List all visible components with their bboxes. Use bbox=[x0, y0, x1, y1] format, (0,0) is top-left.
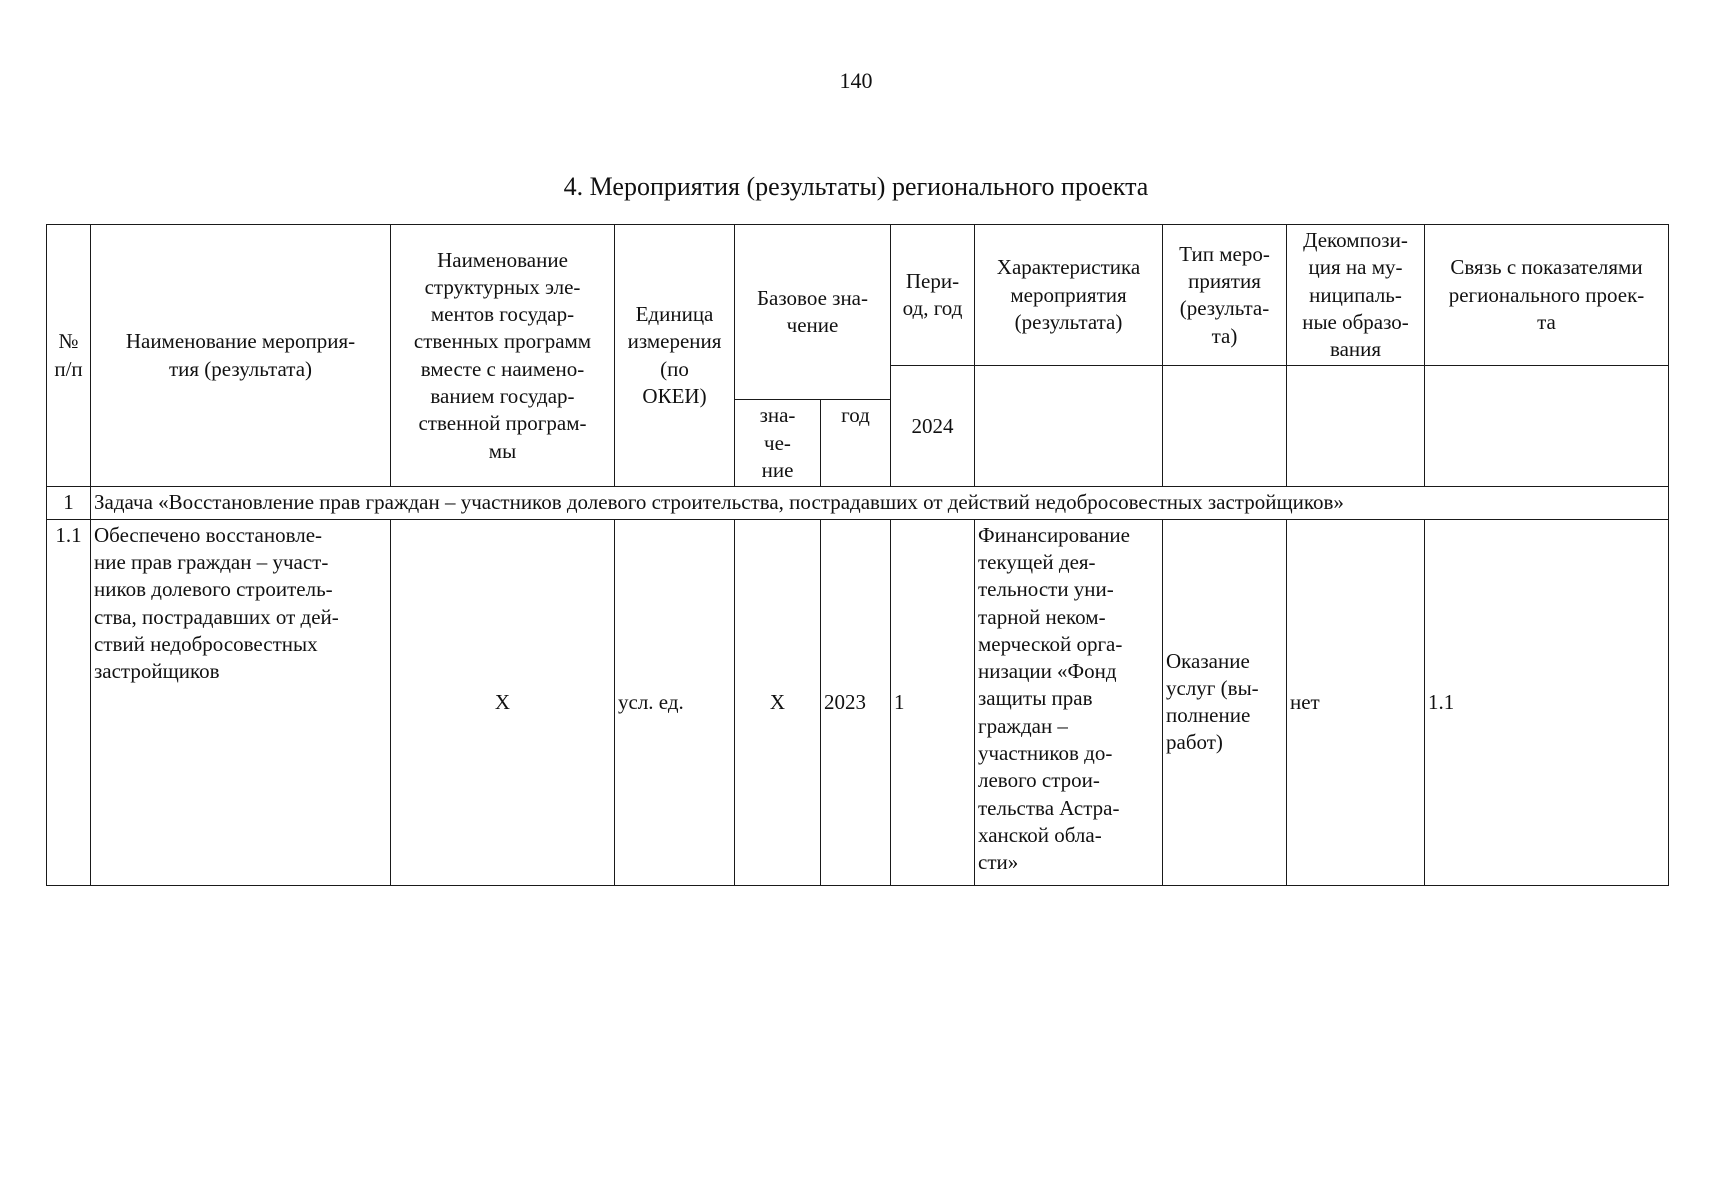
section-title: 4. Мероприятия (результаты) регионального проекта bbox=[563, 172, 1149, 201]
header-characteristic-empty bbox=[975, 366, 1163, 487]
header-period-year: 2024 bbox=[891, 366, 975, 487]
header-type-empty bbox=[1163, 366, 1287, 487]
row-unit: усл. ед. bbox=[615, 519, 735, 885]
row-decomposition: нет bbox=[1287, 519, 1425, 885]
page-number: 140 bbox=[839, 68, 873, 93]
header-decomposition: Декомпози- ция на му- ниципаль- ные образо- вания bbox=[1287, 225, 1425, 366]
header-decomposition-empty bbox=[1287, 366, 1425, 487]
header-unit: Единица измерения (по ОКЕИ) bbox=[615, 225, 735, 487]
row-period-value: 1 bbox=[891, 519, 975, 885]
task-text: Задача «Восстановление прав граждан – участников долевого строительства, пострадавших от действий недобросовестных застройщиков» bbox=[91, 487, 1669, 519]
row-link-indicators: 1.1 bbox=[1425, 519, 1669, 885]
row-base-value: X bbox=[735, 519, 821, 885]
header-type: Тип меро- приятия (результа- та) bbox=[1163, 225, 1287, 366]
row-num: 1.1 bbox=[47, 519, 91, 885]
header-link-empty bbox=[1425, 366, 1669, 487]
row-structural-elements: X bbox=[391, 519, 615, 885]
header-base-value-value: зна- че- ние bbox=[735, 400, 821, 487]
header-num: № п/п bbox=[47, 225, 91, 487]
header-base-value: Базовое зна- чение bbox=[735, 225, 891, 400]
header-characteristic: Характеристика мероприятия (результата) bbox=[975, 225, 1163, 366]
header-name: Наименование мероприя- тия (результата) bbox=[91, 225, 391, 487]
header-row-1 bbox=[47, 225, 1669, 366]
header-period: Пери- од, год bbox=[891, 225, 975, 366]
measures-table bbox=[46, 224, 1669, 886]
row-characteristic: Финансирование текущей дея- тельности уни- тарной неком- мерческой орга- низации «Фонд защиты прав граждан – участников до- левого строи- тельства Астра- ханской обла- сти» bbox=[975, 519, 1163, 885]
header-structural-elements: Наименование структурных эле- ментов государ- ственных программ вместе с наимено- ванием государ- ственной програм- мы bbox=[391, 225, 615, 487]
row-base-year: 2023 bbox=[821, 519, 891, 885]
row-name: Обеспечено восстановле- ние прав граждан – участ- ников долевого строитель- ства, пострадавших от дей- ствий недобросовестных застройщиков bbox=[91, 519, 391, 885]
row-type: Оказание услуг (вы- полнение работ) bbox=[1163, 519, 1287, 885]
task-row bbox=[47, 487, 1669, 519]
header-base-value-year: год bbox=[821, 400, 891, 487]
table-row bbox=[47, 519, 1669, 885]
task-num: 1 bbox=[47, 487, 91, 519]
header-link-indicators: Связь с показателями регионального проек- та bbox=[1425, 225, 1669, 366]
